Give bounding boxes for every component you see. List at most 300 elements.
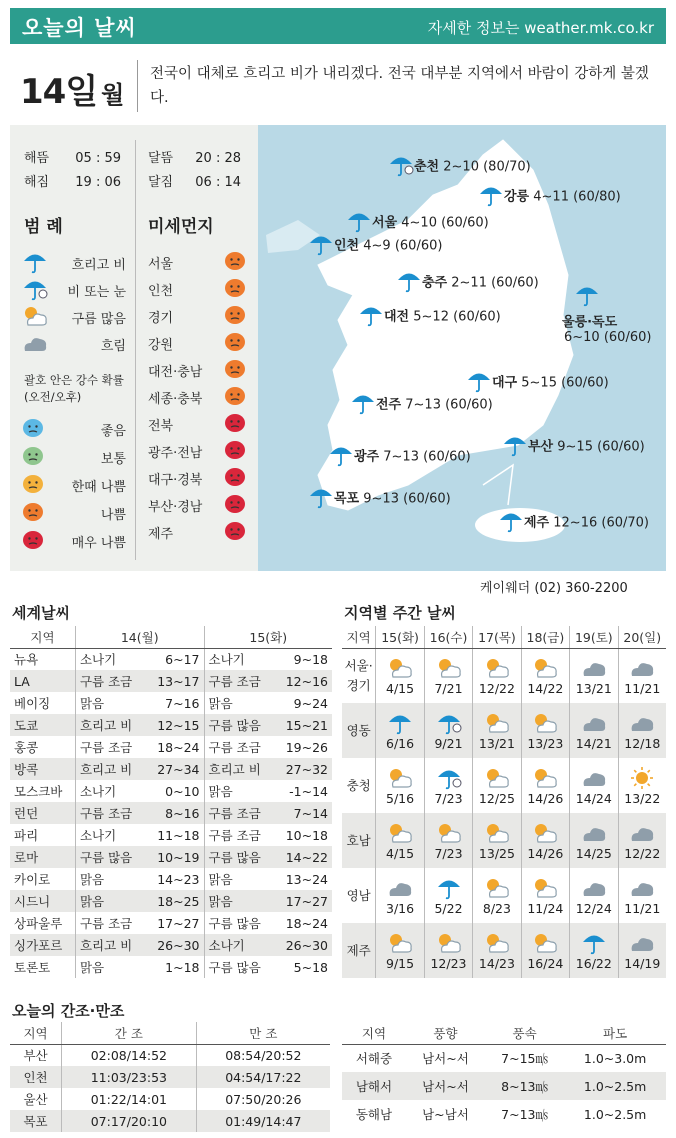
weekly-cell bbox=[521, 648, 569, 703]
legend-item bbox=[22, 331, 126, 357]
dust-region bbox=[148, 494, 246, 516]
weekly-temp: 5/22 bbox=[434, 901, 463, 916]
partly-icon bbox=[473, 765, 520, 791]
world-temp-day2: 9~18 bbox=[293, 651, 328, 667]
level-label: 좋음 bbox=[100, 424, 126, 439]
weekly-temp: 13/21 bbox=[575, 681, 612, 697]
weekly-temp: 12/25 bbox=[478, 791, 515, 806]
weekly-col: 18(금) bbox=[521, 626, 569, 648]
tide-row bbox=[10, 1066, 330, 1088]
cloud-icon bbox=[619, 930, 666, 956]
sea-cell-wave: 1.0~2.5m bbox=[564, 1072, 666, 1100]
sea-cell-wind-dir: 남서~서 bbox=[406, 1072, 485, 1100]
map-city-value: 2~10 (80/70) bbox=[443, 159, 531, 175]
world-row bbox=[10, 868, 332, 890]
map-city-name: 목포 bbox=[334, 491, 360, 507]
dust-region bbox=[148, 332, 246, 354]
world-cond-day2: 구름 많음 bbox=[204, 956, 274, 978]
sea-cell-wind-dir: 남서~서 bbox=[422, 1051, 469, 1067]
world-temp-day1: 10~19 bbox=[145, 846, 204, 868]
sun-times bbox=[24, 147, 121, 195]
dust-face-icon bbox=[224, 251, 246, 275]
world-cond-day1: 흐리고 비 bbox=[75, 934, 145, 956]
partly-icon bbox=[522, 930, 569, 956]
level-label: 보통 bbox=[100, 452, 126, 467]
world-city: 파리 bbox=[14, 828, 39, 843]
world-cond-day2: 구름 조금 bbox=[204, 736, 274, 758]
weekly-temp: 8/23 bbox=[482, 901, 511, 916]
world-cond-day2: 맑음 bbox=[204, 692, 274, 714]
weekly-col: 15(화) bbox=[376, 626, 424, 648]
legend-rain-icon bbox=[22, 250, 48, 278]
world-col-day2: 15(화) bbox=[204, 626, 332, 648]
world-cond-day1: 소나기 bbox=[75, 648, 145, 670]
tide-col-low: 간 조 bbox=[62, 1022, 197, 1044]
rain-icon bbox=[502, 446, 528, 461]
map-city-name: 서울 bbox=[372, 215, 398, 231]
level-item bbox=[22, 418, 126, 440]
weekly-cell bbox=[424, 813, 472, 868]
weekly-temp: 14/26 bbox=[527, 791, 564, 806]
map-city-value: 9~15 (60/60) bbox=[557, 439, 645, 455]
map-city-value: 12~16 (60/70) bbox=[553, 515, 649, 531]
weekly-cell bbox=[521, 923, 569, 978]
weekly-col: 지역 bbox=[342, 626, 376, 648]
world-temp-day2: 5~18 bbox=[293, 959, 328, 975]
legend-item-label: 비 또는 눈 bbox=[67, 285, 126, 300]
tide-low: 11:03/23:53 bbox=[62, 1066, 197, 1088]
partly-icon bbox=[425, 655, 472, 681]
world-temp-day1: 7~16 bbox=[165, 695, 200, 711]
weekly-temp: 7/23 bbox=[434, 846, 463, 861]
weekly-temp: 11/21 bbox=[624, 901, 661, 916]
world-row bbox=[10, 670, 332, 692]
level-item bbox=[22, 502, 126, 524]
map-city-value: 4~11 (60/80) bbox=[533, 189, 621, 205]
sea-cell-region: 동해남 bbox=[355, 1107, 393, 1122]
rain-icon bbox=[350, 404, 376, 419]
cloud-icon bbox=[619, 655, 666, 681]
weekly-cell bbox=[424, 868, 472, 923]
weekly-cell bbox=[618, 703, 666, 758]
legend-item bbox=[22, 304, 126, 330]
cloud-icon bbox=[570, 710, 617, 736]
weekly-temp: 12/18 bbox=[624, 736, 661, 751]
partly-icon bbox=[473, 710, 520, 736]
weekly-temp: 13/25 bbox=[478, 846, 515, 861]
rain-icon bbox=[308, 245, 334, 260]
rain-snow-icon bbox=[425, 710, 472, 736]
tide-row bbox=[10, 1088, 330, 1110]
dust-face-icon bbox=[224, 521, 246, 545]
date-weekday: 월 bbox=[101, 81, 124, 109]
weekly-cell bbox=[376, 703, 424, 758]
cloud-icon bbox=[570, 765, 617, 791]
world-cond-day1: 맑음 bbox=[75, 890, 145, 912]
credit: 케이웨더 (02) 360-2200 bbox=[480, 581, 628, 596]
rain-icon bbox=[498, 522, 524, 537]
cloud-icon bbox=[376, 875, 423, 901]
world-temp-day2: 17~27 bbox=[274, 890, 332, 912]
cloud-icon bbox=[570, 820, 617, 846]
map-city-value: 5~15 (60/60) bbox=[521, 375, 609, 391]
world-cond-day2: 구름 많음 bbox=[204, 846, 274, 868]
weekly-region: 서울· 경기 bbox=[344, 657, 373, 693]
world-cond-day2: 맑음 bbox=[204, 780, 274, 802]
dust-face-icon bbox=[224, 305, 246, 329]
site-link[interactable]: 자세한 정보는 weather.mk.co.kr bbox=[427, 19, 654, 37]
map-city-name: 강릉 bbox=[504, 189, 530, 205]
world-row bbox=[10, 758, 332, 780]
partly-icon bbox=[376, 655, 423, 681]
world-temp-day2: -1~14 bbox=[289, 783, 328, 799]
level-face-icon bbox=[22, 530, 44, 554]
rain-icon bbox=[376, 710, 423, 736]
map-city-value: 4~10 (60/60) bbox=[401, 215, 489, 231]
sea-col-wave: 파도 bbox=[564, 1022, 666, 1044]
sunset-label: 해짐 bbox=[24, 175, 50, 190]
map-city-name: 대구 bbox=[492, 375, 518, 391]
partly-icon bbox=[473, 655, 520, 681]
legend-rain-snow-icon bbox=[22, 277, 48, 305]
weekly-cell bbox=[473, 648, 521, 703]
tide-row bbox=[10, 1110, 330, 1132]
map-city-1 bbox=[478, 183, 621, 211]
world-cond-day1: 흐리고 비 bbox=[75, 714, 145, 736]
weekly-cell bbox=[424, 923, 472, 978]
sea-row bbox=[342, 1072, 666, 1100]
level-label: 매우 나쁨 bbox=[71, 536, 126, 551]
rain-snow-icon bbox=[425, 765, 472, 791]
weekly-region: 영남 bbox=[346, 887, 371, 903]
partly-icon bbox=[473, 930, 520, 956]
rain-icon bbox=[396, 282, 422, 297]
date-day: 14일 bbox=[20, 72, 98, 112]
world-cond-day1: 맑음 bbox=[75, 956, 145, 978]
cloud-icon bbox=[570, 875, 617, 901]
world-city: 뉴욕 bbox=[14, 652, 39, 668]
weekly-cell bbox=[376, 648, 424, 703]
weekly-region: 영동 bbox=[342, 703, 376, 758]
tide-row bbox=[10, 1044, 330, 1066]
dust-region bbox=[148, 359, 246, 381]
tide-region: 인천 bbox=[10, 1066, 62, 1088]
weekly-cell bbox=[570, 648, 618, 703]
moonset-label: 달짐 bbox=[148, 175, 174, 190]
world-cond-day1: 맑음 bbox=[75, 868, 145, 890]
weekly-temp: 9/21 bbox=[434, 736, 463, 751]
weekly-temp: 16/22 bbox=[575, 956, 612, 971]
world-city: 런던 bbox=[10, 802, 75, 824]
map-city-name: 인천 bbox=[334, 238, 360, 254]
world-temp-day2: 15~21 bbox=[274, 714, 332, 736]
world-temp-day2: 19~26 bbox=[285, 739, 328, 755]
level-face-icon bbox=[22, 446, 44, 470]
cloud-icon bbox=[570, 655, 617, 681]
weekly-temp: 12/22 bbox=[478, 681, 515, 697]
dust-face-icon bbox=[224, 440, 246, 464]
world-city: 모스크바 bbox=[14, 784, 63, 799]
weekly-cell bbox=[473, 703, 521, 758]
partly-icon bbox=[473, 875, 520, 901]
map-city-value: 2~11 (60/60) bbox=[451, 275, 539, 291]
weekly-cell bbox=[473, 813, 521, 868]
partly-icon bbox=[473, 820, 520, 846]
dust-region bbox=[148, 305, 246, 327]
weekly-cell bbox=[376, 758, 424, 813]
map-city-name: 부산 bbox=[528, 439, 554, 455]
legend-item bbox=[22, 277, 126, 303]
weekly-table bbox=[342, 626, 666, 978]
map-city-value: 5~12 (60/60) bbox=[413, 309, 501, 325]
weekly-temp: 3/16 bbox=[386, 901, 415, 916]
map-city-9 bbox=[502, 433, 645, 461]
map-city-5 bbox=[358, 303, 501, 331]
world-city: 방콕 bbox=[10, 758, 75, 780]
tide-table bbox=[10, 1022, 330, 1132]
world-temp-day1: 14~23 bbox=[157, 871, 200, 887]
map-city-name: 충주 bbox=[422, 275, 448, 291]
page-title: 오늘의 날씨 bbox=[22, 16, 137, 40]
world-temp-day2: 13~24 bbox=[285, 871, 328, 887]
world-temp-day1: 27~34 bbox=[145, 758, 204, 780]
world-cond-day2: 흐리고 비 bbox=[204, 758, 274, 780]
partly-icon bbox=[376, 930, 423, 956]
map-city-value: 6~10 (60/60) bbox=[564, 330, 652, 345]
dust-region-name: 제주 bbox=[148, 527, 174, 542]
world-row bbox=[10, 780, 332, 802]
weekly-cell bbox=[376, 923, 424, 978]
level-item bbox=[22, 446, 126, 468]
weekly-temp: 4/15 bbox=[386, 681, 415, 697]
partly-icon bbox=[522, 710, 569, 736]
world-cond-day1: 구름 조금 bbox=[75, 670, 145, 692]
dust-region bbox=[148, 278, 246, 300]
dust-face-icon bbox=[224, 332, 246, 356]
sunrise-value: 05 : 59 bbox=[75, 151, 121, 166]
map-city-3 bbox=[308, 232, 442, 260]
dust-region-name: 광주·전남 bbox=[148, 446, 203, 461]
sun-icon bbox=[619, 765, 666, 791]
world-cond-day1: 흐리고 비 bbox=[75, 758, 145, 780]
tide-col-region: 지역 bbox=[10, 1022, 62, 1044]
world-city: 홍콩 bbox=[14, 740, 39, 755]
weekly-cell bbox=[521, 813, 569, 868]
rain-snow-icon bbox=[388, 166, 414, 181]
sea-cell-wind-speed: 8~13㎧ bbox=[485, 1072, 564, 1100]
weekly-cell bbox=[570, 923, 618, 978]
tide-high: 07:50/20:26 bbox=[196, 1088, 330, 1110]
level-face-icon bbox=[22, 474, 44, 498]
tide-region: 목포 bbox=[10, 1110, 62, 1132]
rain-icon bbox=[328, 456, 354, 471]
weekly-cell bbox=[521, 703, 569, 758]
world-cond-day1: 소나기 bbox=[75, 780, 145, 802]
weekly-col: 17(목) bbox=[473, 626, 521, 648]
legend-item-label: 흐림 bbox=[100, 339, 126, 354]
world-city: 토론토 bbox=[14, 960, 51, 975]
world-col-day1: 14(월) bbox=[75, 626, 204, 648]
world-title: 세계날씨 bbox=[12, 604, 70, 622]
world-cond-day2: 소나기 bbox=[204, 934, 274, 956]
tide-low: 01:22/14:01 bbox=[62, 1088, 197, 1110]
world-col-region: 지역 bbox=[10, 626, 75, 648]
sea-row bbox=[342, 1100, 666, 1128]
world-row bbox=[10, 802, 332, 824]
rain-icon bbox=[570, 930, 617, 956]
dust-face-icon bbox=[224, 413, 246, 437]
dust-region bbox=[148, 251, 246, 273]
map-city-value: 7~13 (60/60) bbox=[383, 449, 471, 465]
weekly-cell bbox=[570, 703, 618, 758]
weekly-cell bbox=[618, 868, 666, 923]
dust-region-name: 경기 bbox=[148, 311, 174, 326]
weekly-temp: 11/21 bbox=[624, 681, 661, 697]
level-item bbox=[22, 474, 126, 496]
world-temp-day1: 11~18 bbox=[157, 827, 200, 843]
moonrise-value: 20 : 28 bbox=[195, 151, 241, 166]
sea-row bbox=[342, 1044, 666, 1072]
world-temp-day1: 0~10 bbox=[165, 783, 200, 799]
weekly-temp: 7/21 bbox=[434, 681, 463, 697]
weekly-temp: 14/26 bbox=[527, 846, 564, 861]
divider bbox=[137, 60, 138, 112]
map-city-6 bbox=[562, 283, 652, 345]
weekly-temp: 12/23 bbox=[430, 956, 467, 971]
cloud-icon bbox=[619, 820, 666, 846]
world-cond-day1: 맑음 bbox=[75, 692, 145, 714]
world-temp-day1: 1~18 bbox=[165, 959, 200, 975]
legend-note: 괄호 안은 강수 확률 (오전/오후) bbox=[24, 373, 124, 404]
sea-cell-region: 남해서 bbox=[342, 1072, 406, 1100]
sea-cell-wind-dir: 남~남서 bbox=[422, 1107, 469, 1122]
map-city-4 bbox=[396, 269, 539, 297]
dust-region-name: 인천 bbox=[148, 284, 174, 299]
weekly-temp: 14/23 bbox=[478, 956, 515, 971]
world-temp-day2: 18~24 bbox=[285, 915, 328, 931]
world-cond-day2: 소나기 bbox=[204, 648, 274, 670]
sea-cell-wind-speed: 7~15㎧ bbox=[501, 1051, 549, 1067]
inset-border bbox=[483, 465, 513, 505]
tide-high: 08:54/20:52 bbox=[196, 1044, 330, 1066]
world-city: 도쿄 bbox=[10, 714, 75, 736]
world-city: 시드니 bbox=[10, 890, 75, 912]
tide-high: 04:54/17:22 bbox=[196, 1066, 330, 1088]
weekly-cell bbox=[376, 813, 424, 868]
weekly-temp: 11/24 bbox=[527, 901, 564, 916]
weekly-cell bbox=[618, 813, 666, 868]
world-city: LA bbox=[10, 670, 75, 692]
world-cond-day1: 소나기 bbox=[75, 824, 145, 846]
map-city-value: 9~13 (60/60) bbox=[363, 491, 451, 507]
legend-partly-icon bbox=[22, 304, 48, 332]
dust-region bbox=[148, 521, 246, 543]
legend-cloud-icon bbox=[22, 331, 48, 359]
weekly-temp: 7/23 bbox=[434, 791, 463, 806]
tide-high: 01:49/14:47 bbox=[196, 1110, 330, 1132]
weekly-cell bbox=[521, 868, 569, 923]
tide-region: 울산 bbox=[23, 1092, 48, 1107]
weekly-cell bbox=[424, 758, 472, 813]
legend-item bbox=[22, 250, 126, 276]
partly-icon bbox=[376, 820, 423, 846]
world-row bbox=[10, 692, 332, 714]
world-city: 카이로 bbox=[14, 872, 51, 887]
weekly-temp: 12/24 bbox=[575, 901, 612, 916]
world-temp-day1: 8~16 bbox=[145, 802, 204, 824]
map-city-name: 춘천 bbox=[414, 159, 440, 175]
partly-icon bbox=[522, 765, 569, 791]
weekly-cell bbox=[570, 813, 618, 868]
dust-face-icon bbox=[224, 359, 246, 383]
level-label: 한때 나쁨 bbox=[71, 480, 126, 495]
dust-region bbox=[148, 386, 246, 408]
world-temp-day2: 27~32 bbox=[274, 758, 332, 780]
sea-col-region: 지역 bbox=[342, 1022, 406, 1044]
header-bar bbox=[10, 8, 666, 44]
tide-region: 부산 bbox=[23, 1048, 48, 1064]
world-cond-day2: 구름 조금 bbox=[204, 802, 274, 824]
partly-icon bbox=[522, 655, 569, 681]
dust-face-icon bbox=[224, 494, 246, 518]
level-face-icon bbox=[22, 418, 44, 442]
map-city-name: 광주 bbox=[354, 449, 380, 465]
weekly-title: 지역별 주간 날씨 bbox=[344, 604, 456, 622]
dust-region bbox=[148, 467, 246, 489]
map-city-name: 전주 bbox=[376, 397, 402, 413]
weekly-temp: 9/15 bbox=[386, 956, 415, 971]
weekly-temp: 14/22 bbox=[527, 681, 564, 697]
world-temp-day2: 9~24 bbox=[293, 695, 328, 711]
partly-icon bbox=[376, 765, 423, 791]
tide-col-high: 만 조 bbox=[196, 1022, 330, 1044]
partly-icon bbox=[425, 930, 472, 956]
dust-region-name: 강원 bbox=[148, 338, 174, 353]
tide-low: 02:08/14:52 bbox=[62, 1044, 197, 1066]
world-temp-day1: 13~17 bbox=[145, 670, 204, 692]
world-temp-day1: 6~17 bbox=[165, 651, 200, 667]
rain-icon bbox=[425, 875, 472, 901]
weekly-temp: 14/25 bbox=[575, 846, 612, 861]
sea-col-wind-dir: 풍향 bbox=[406, 1022, 485, 1044]
dust-region-name: 부산·경남 bbox=[148, 500, 203, 515]
weekly-temp: 13/22 bbox=[624, 791, 661, 806]
dust-region-name: 전북 bbox=[148, 419, 174, 434]
world-cond-day2: 구름 많음 bbox=[204, 912, 274, 934]
dust-region-name: 대구·경북 bbox=[148, 473, 203, 488]
world-cond-day2: 맑음 bbox=[204, 868, 274, 890]
moon-times bbox=[148, 147, 241, 195]
world-temp-day1: 18~24 bbox=[157, 739, 200, 755]
world-cond-day2: 구름 조금 bbox=[204, 824, 274, 846]
weekly-col: 20(일) bbox=[618, 626, 666, 648]
world-row bbox=[10, 846, 332, 868]
weekly-cell bbox=[618, 758, 666, 813]
cloud-icon bbox=[619, 710, 666, 736]
weekly-temp: 13/21 bbox=[478, 736, 515, 751]
weekly-temp: 6/16 bbox=[386, 736, 415, 751]
weekly-cell bbox=[521, 758, 569, 813]
cloud-icon bbox=[619, 875, 666, 901]
weekly-temp: 14/21 bbox=[575, 736, 612, 751]
tide-title: 오늘의 간조·만조 bbox=[12, 1002, 125, 1020]
world-row bbox=[10, 890, 332, 912]
world-temp-day2: 7~14 bbox=[274, 802, 332, 824]
dust-face-icon bbox=[224, 386, 246, 410]
world-cond-day1: 구름 조금 bbox=[75, 802, 145, 824]
world-temp-day2: 10~18 bbox=[285, 827, 328, 843]
weekly-cell bbox=[473, 758, 521, 813]
